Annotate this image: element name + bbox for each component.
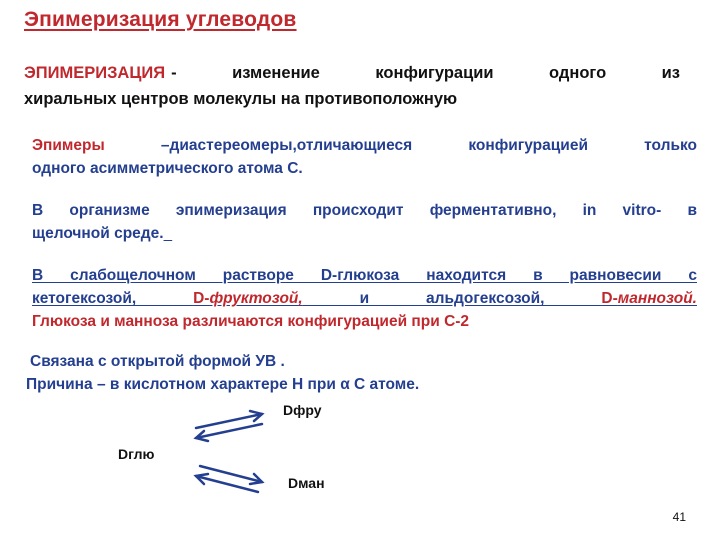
epimers-text-2: одного асимметрического атома С. xyxy=(32,160,303,177)
equilibrium-text-2e: D- xyxy=(601,290,618,307)
equilibrium-text-3: Глюкоза и манноза различаются конфигурацией при С-2 xyxy=(32,313,470,330)
organism-text-1: В организме эпимеризация происходит ферментативно, in vitro- в xyxy=(32,202,697,219)
equilibrium-text-2d: и альдогексозой, xyxy=(302,290,602,307)
glucose-label: Dглю xyxy=(118,446,155,462)
definition-text-1: - изменение конфигурации одного из xyxy=(171,64,680,82)
equilibrium-text-1: В слабощелочном растворе D-глюкоза находится в равновесии с xyxy=(32,267,697,284)
cause-text-1: Связана с открытой формой УВ . xyxy=(30,353,285,370)
fructose-label: Dфру xyxy=(283,402,322,418)
slide-title: Эпимеризация углеводов xyxy=(24,8,297,31)
equilibrium-text-2a: кетогексозой, xyxy=(32,290,194,307)
definition-text-2: хиральных центров молекулы на противоположную xyxy=(24,90,458,108)
equilibrium-text-2b: D- xyxy=(193,290,210,307)
mannose-term: маннозой. xyxy=(617,290,697,307)
cause-text-2: Причина – в кислотном характере Н при α С атоме. xyxy=(26,376,420,393)
organism-text-2: щелочной среде. xyxy=(32,225,164,242)
epimers-text-1: –диастереомеры,отличающиеся конфигурацией только xyxy=(104,137,697,154)
page-number: 41 xyxy=(672,510,686,524)
epimers-term: Эпимеры xyxy=(32,137,105,154)
definition-term: ЭПИМЕРИЗАЦИЯ xyxy=(24,64,166,82)
fructose-term: фруктозой, xyxy=(209,290,303,307)
mannose-label: Dман xyxy=(288,475,325,491)
